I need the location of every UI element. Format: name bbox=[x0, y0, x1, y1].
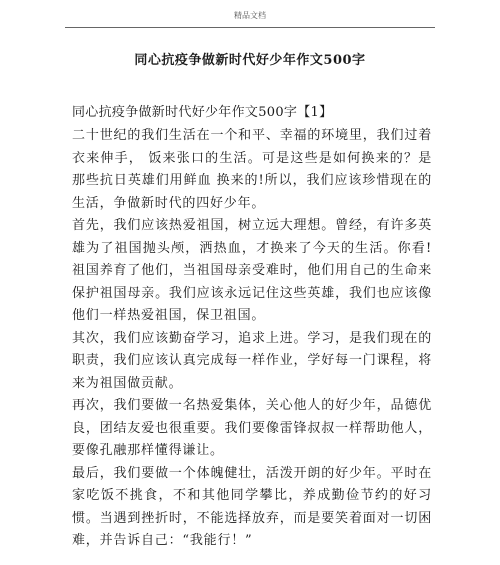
paragraph: 首先，我们应该热爱祖国，树立远大理想。曾经，有许多英雄为了祖国抛头颅，洒热血，才换来了今天的生活。你看!祖国养育了他们，当祖国母亲受难时，他们用自己的生命来保护祖国母亲。我们应该永远记住这些英雄，我们也应该像他们一样热爱祖国，保卫祖国。 bbox=[72, 218, 432, 323]
document-title: 同心抗疫争做新时代好少年作文500字 bbox=[134, 53, 366, 68]
paragraph: 其次，我们应该勤奋学习，追求上进。学习，是我们现在的职责，我们应该认真完成每一样作业，学好每一门课程，将来为祖国做贡献。 bbox=[72, 330, 432, 391]
paragraph: 再次，我们要做一名热爱集体，关心他人的好少年，品德优良，团结友爱也很重要。我们要像雷锋叔叔一样帮助他人，要像孔融那样懂得谦让。 bbox=[72, 398, 432, 458]
header-divider bbox=[65, 27, 435, 28]
document-subtitle: 同心抗疫争做新时代好少年作文500字【1】 bbox=[72, 105, 333, 120]
document-body bbox=[72, 125, 432, 553]
header-label: 精品文档 bbox=[234, 11, 266, 20]
paragraph: 最后，我们要做一个体魄健壮，活泼开朗的好少年。平时在家吃饭不挑食，不和其他同学攀比，养成勤俭节约的好习惯。当遇到挫折时，不能选择放弃，而是要笑着面对一切困难，并告诉自己：“我能行！” bbox=[72, 465, 432, 548]
paragraph: 二十世纪的我们生活在一个和平、幸福的环境里，我们过着衣来伸手， 饭来张口的生活。可是这些是如何换来的？是那些抗日英雄们用鲜血 换来的!所以，我们应该珍惜现在的生活，争做新时代的四好少年。 bbox=[72, 128, 432, 211]
